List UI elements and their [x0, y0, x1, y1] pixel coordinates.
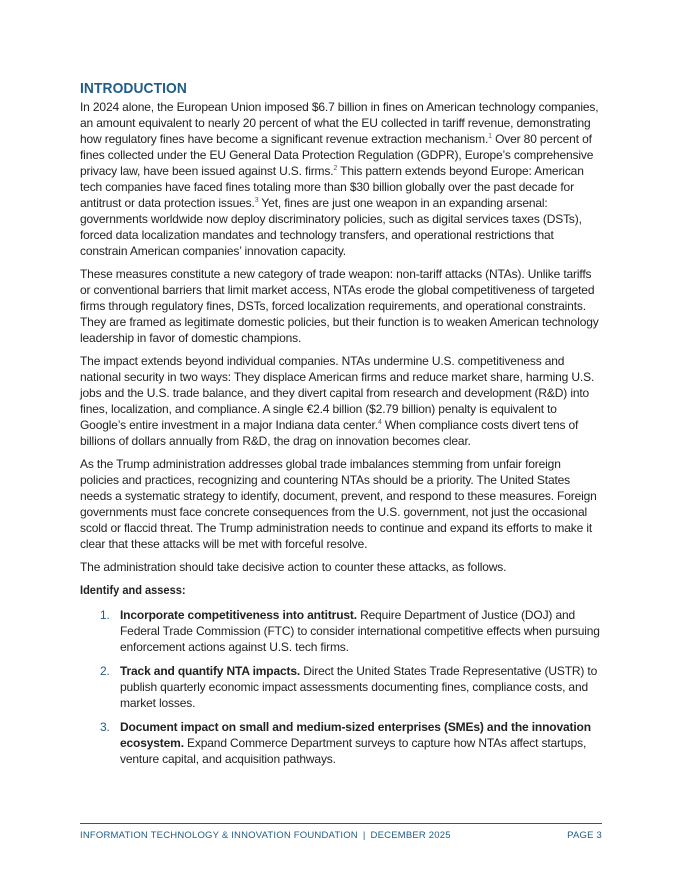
paragraph-text: In 2024 alone, the European Union imposed $6.7 billion in fines on American technology companies, an amount equivalent to nearly 20 percent of what the EU collected in tariff revenue, demonstrating how regulatory fines have become a significant revenue extraction mechanism. [80, 100, 599, 146]
footer-separator: | [362, 830, 366, 841]
recommendation-text: Require Department of Justice (DOJ) and Federal Trade Commission (FTC) to consider international competitive effects when pursuing enforcement actions against U.S. tech firms. [120, 608, 600, 654]
page-footer [80, 823, 602, 841]
paragraph-3 [80, 353, 602, 449]
footer-date: DECEMBER 2025 [370, 830, 451, 841]
paragraph-text: Over 80 percent of fines collected under the EU General Data Protection Regulation (GDPR), Europe’s comprehensive privacy law, have been issued against U.S. firms. [80, 132, 594, 178]
list-number: 1. [100, 608, 110, 622]
paragraph-text: When compliance costs divert tens of billions of dollars annually from R&D, the drag on innovation becomes clear. [80, 418, 579, 448]
recommendation-item [80, 719, 602, 767]
paragraph-text: The impact extends beyond individual companies. NTAs undermine U.S. competitiveness and national security in two ways: They displace American firms and reduce market share, harming U.S. jobs and the U.S. trade balance, and they divert capital from research and development (R&D) into fines, localization, and compliance. A single €2.4 billion ($2.79 billion) penalty is equivalent to Google’s entire investment in a major Indiana data center. [80, 354, 595, 432]
footer-left [80, 830, 451, 841]
section-title: INTRODUCTION [80, 80, 187, 97]
recommendation-text: Expand Commerce Department surveys to capture how NTAs affect startups, venture capital, and acquisition pathways. [120, 736, 587, 766]
paragraph-text: These measures constitute a new category of trade weapon: non-tariff attacks (NTAs). Unlike tariffs or conventional barriers that limit market access, NTAs erode the global competitiveness of targeted firms through regulatory fines, DSTs, forced localization requirements, and operational constraints. They are framed as legitimate domestic policies, but their function is to weaken American technology leadership in favor of domestic champions. [80, 267, 599, 345]
paragraph-2 [80, 266, 602, 346]
list-number: 3. [100, 720, 110, 734]
recommendation-item [80, 663, 602, 711]
sub-heading: Identify and assess: [80, 583, 186, 597]
paragraph-text: Yet, fines are just one weapon in an expanding arsenal: governments worldwide now deploy discriminatory policies, such as digital services taxes (DSTs), forced data localization mandates and technology transfers, and operational restrictions that constrain American companies’ innovation capacity. [80, 196, 582, 258]
footnote-marker: 1 [488, 133, 492, 140]
list-number: 2. [100, 664, 110, 678]
paragraph-text: This pattern extends beyond Europe: American tech companies have faced fines totaling more than $30 billion globally over the past decade for antitrust or data protection issues. [80, 164, 584, 210]
paragraph-4 [80, 456, 602, 552]
recommendation-lead: Track and quantify NTA impacts. [120, 664, 301, 678]
body-text [80, 99, 602, 575]
footer-organization: INFORMATION TECHNOLOGY & INNOVATION FOUNDATION [80, 830, 358, 841]
paragraph-text: As the Trump administration addresses global trade imbalances stemming from unfair foreign policies and practices, recognizing and countering NTAs should be a priority. The United States needs a systematic strategy to identify, document, prevent, and respond to these measures. Foreign governments must face concrete consequences from the U.S. government, not just the occasional scold or flaccid threat. The Trump administration needs to continue and expand its efforts to make it clear that these attacks will be met with forceful resolve. [80, 457, 597, 551]
document-page [80, 80, 602, 775]
paragraph-text: The administration should take decisive action to counter these attacks, as follows. [80, 560, 507, 574]
paragraph-1 [80, 99, 602, 259]
footnote-marker: 3 [254, 197, 259, 204]
recommendation-item [80, 607, 602, 655]
footnote-marker: 4 [377, 419, 382, 426]
recommendation-list [80, 607, 602, 767]
footnote-marker: 2 [333, 165, 338, 172]
recommendation-lead: Incorporate competitiveness into antitrust. [120, 608, 357, 622]
paragraph-5 [80, 559, 602, 575]
recommendation-lead: Document impact on small and medium-sized enterprises (SMEs) and the innovation ecosystem. [120, 720, 591, 750]
footer-page-number: PAGE 3 [567, 830, 602, 841]
recommendation-text: Direct the United States Trade Representative (USTR) to publish quarterly economic impact assessments documenting fines, compliance costs, and market losses. [120, 664, 598, 710]
